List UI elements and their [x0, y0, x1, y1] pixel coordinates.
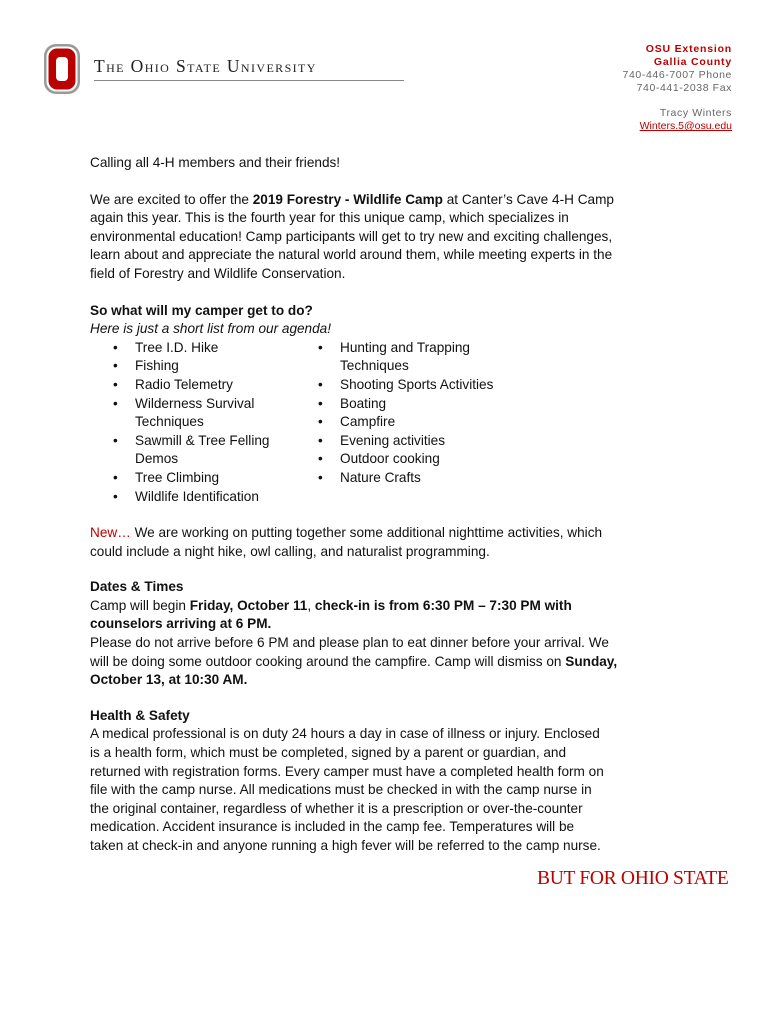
- agenda-item: • Shooting Sports Activities: [295, 376, 505, 395]
- letter-body: [90, 154, 620, 856]
- agenda-list-left: [90, 339, 295, 506]
- new-text: We are working on putting together some additional nighttime activities, which could include a night hike, owl calling, and naturalist programming.: [90, 525, 603, 559]
- phone-number: 740-446-7007 Phone: [622, 69, 732, 81]
- new-paragraph: [90, 524, 620, 561]
- agenda-item: • Evening activities: [295, 432, 505, 451]
- intro-text: We are excited to offer the: [90, 191, 253, 207]
- office-name: OSU Extension: [645, 43, 732, 55]
- agenda-item: • Boating: [295, 395, 505, 414]
- new-label: New…: [90, 525, 131, 541]
- intro-text-cont: at Canter’s Cave 4-H Camp again this year. This is the fourth year for this unique camp, which specializes in environmental education! Camp participants will get to try new and exciting challenges, learn about and appreciate the natural world around them, while meeting experts in the field of Forestry and Wildlife Conservation.: [90, 191, 614, 281]
- agenda-item: • Hunting and Trapping Techniques: [295, 339, 505, 376]
- dismiss-time: Sunday, October 13, at 10:30 AM.: [90, 653, 618, 688]
- fax-number: 740-441-2038 Fax: [636, 82, 732, 94]
- agenda-item: • Nature Crafts: [295, 469, 505, 488]
- health-paragraph: A medical professional is on duty 24 hours a day in case of illness or injury. Enclosed is a health form, which must be completed, signed by a parent or guardian, and returned with registration forms. Every camper must have a completed health form on file with the camp nurse. All medications must be checked in with the camp nurse in the original container, regardless of whether it is a prescription or over-the-counter medication. Accident insurance is included in the camp fee. Temperatures will be taken at check-in and anyone running a high fever will be referred to the camp nurse.: [90, 726, 604, 853]
- dates-text-2: Please do not arrive before 6 PM and please plan to eat dinner before your arrival. We will be doing some outdoor cooking around the campfire. Camp will dismiss on: [90, 635, 609, 669]
- agenda-heading: [90, 302, 620, 321]
- health-heading: [90, 707, 620, 726]
- greeting: Calling all 4-H members and their friends!: [90, 155, 341, 170]
- agenda-subheading: [90, 320, 620, 339]
- agenda-item: • Wildlife Identification: [90, 488, 295, 507]
- contact-name: Tracy Winters: [659, 107, 732, 119]
- dates-paragraph: [90, 597, 620, 634]
- county-name: Gallia County: [653, 56, 732, 68]
- agenda-item: • Outdoor cooking: [295, 450, 505, 469]
- health-heading-text: Health & Safety: [90, 707, 190, 723]
- agenda-item: • Tree I.D. Hike: [90, 339, 295, 358]
- email-link[interactable]: Winters.5@osu.edu: [639, 120, 732, 132]
- agenda-lists: [90, 339, 620, 506]
- dates-text: Camp will begin: [90, 597, 190, 613]
- agenda-item: • Campfire: [295, 413, 505, 432]
- dates-paragraph-2: [90, 634, 620, 690]
- agenda-item: • Wilderness Survival Techniques: [90, 395, 295, 432]
- agenda-item: • Tree Climbing: [90, 469, 295, 488]
- dates-heading: [90, 578, 620, 597]
- dates-sep: ,: [307, 597, 315, 613]
- university-name: The Ohio State University: [94, 56, 317, 76]
- camp-name: 2019 Forestry - Wildlife Camp: [252, 191, 443, 207]
- agenda-subheading-text: Here is just a short list from our agenda!: [90, 321, 332, 337]
- university-logo: [44, 44, 374, 94]
- intro-paragraph: [90, 191, 620, 284]
- agenda-list-right: [295, 339, 505, 506]
- agenda-item: • Radio Telemetry: [90, 376, 295, 395]
- start-date: Friday, October 11: [189, 597, 308, 613]
- header-rule: [94, 80, 404, 81]
- contact-block: [623, 43, 732, 133]
- agenda-heading-text: So what will my camper get to do?: [90, 302, 313, 318]
- agenda-item: • Sawmill & Tree Felling Demos: [90, 432, 295, 469]
- block-o-logo-icon: [44, 44, 80, 94]
- dates-heading-text: Dates & Times: [90, 579, 184, 595]
- agenda-item: • Fishing: [90, 357, 295, 376]
- checkin-time: check-in is from 6:30 PM – 7:30 PM with counselors arriving at 6 PM.: [90, 597, 572, 632]
- tagline: BUT FOR OHIO STATE: [537, 868, 729, 889]
